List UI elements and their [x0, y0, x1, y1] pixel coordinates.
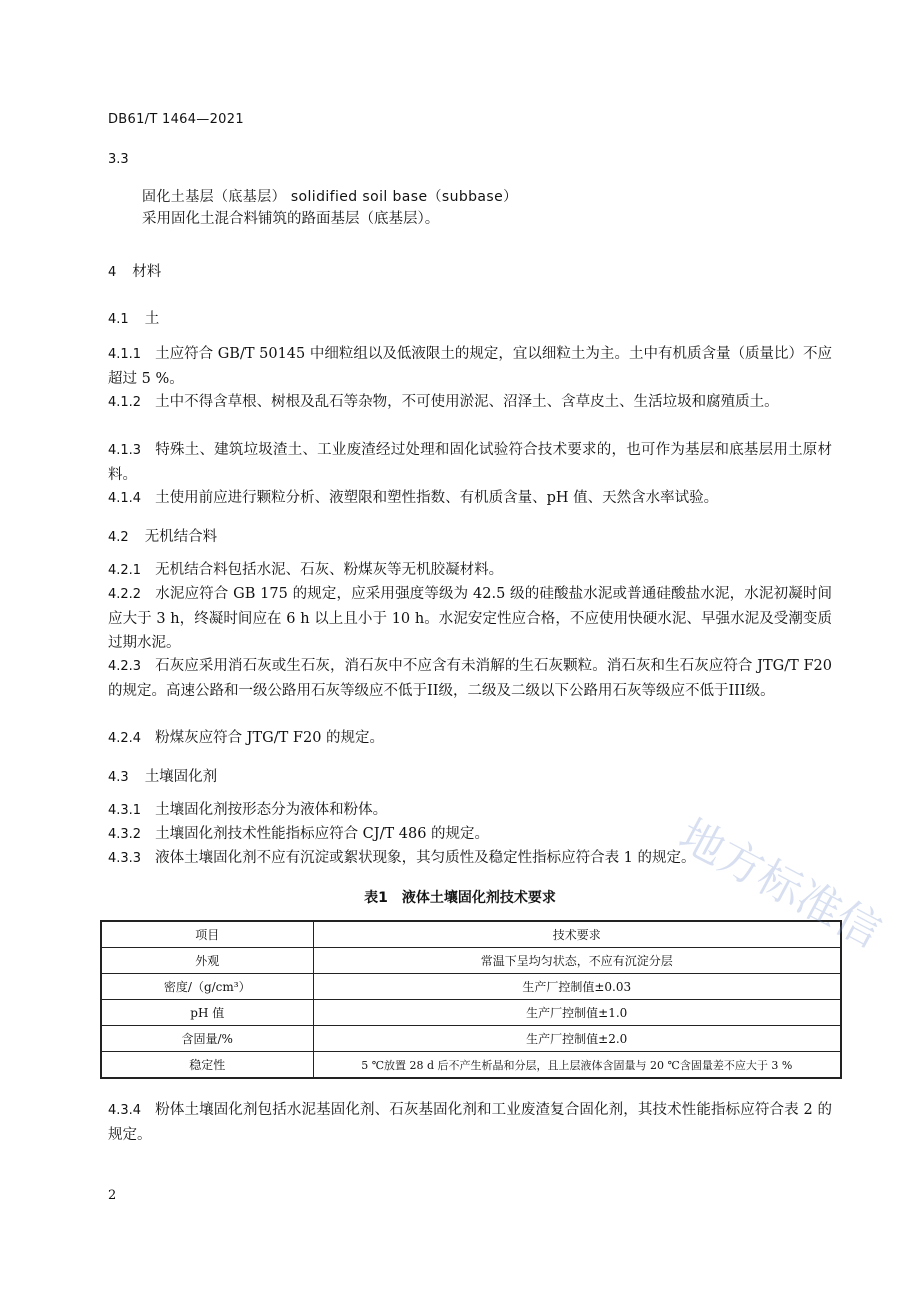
section-title: 无机结合料 [144, 529, 218, 545]
clause-4-1-1 [108, 342, 832, 391]
table-cell: 密度/（g/cm³） [101, 974, 313, 1000]
clause-number: 4.1.3 [108, 443, 142, 458]
clause-text: 粉体土壤固化剂包括水泥基固化剂、石灰基固化剂和工业废渣复合固化剂，其技术性能指标应符合表 2 的规定。 [108, 1102, 832, 1143]
term-definition: 采用固化土混合料铺筑的路面基层（底基层）。 [142, 211, 440, 227]
table-caption: 表1 液体土壤固化剂技术要求 [364, 890, 556, 906]
table-cell: 含固量/% [101, 1026, 313, 1052]
section-heading-4-1 [108, 307, 159, 328]
clause-number: 4.1.2 [108, 395, 142, 410]
clause-4-2-2 [108, 582, 832, 655]
clause-text: 土中不得含草根、树根及乱石等杂物，不可使用淤泥、沼泽土、含草皮土、生活垃圾和腐殖质土。 [155, 394, 779, 410]
clause-text: 土应符合 GB/T 50145 中细粒组以及低液限土的规定，宜以细粒土为主。土中有机质含量（质量比）不应超过 5 %。 [108, 346, 832, 387]
table-cell: 外观 [101, 948, 313, 974]
section-number: 4.1 [108, 312, 129, 327]
table-header-cell: 技术要求 [313, 921, 841, 948]
section-number: 4.3 [108, 770, 129, 785]
table-row [101, 1052, 841, 1079]
clause-number: 4.2.4 [108, 731, 142, 746]
clause-4-1-2 [108, 390, 832, 415]
page-number: 2 [108, 1188, 117, 1203]
section-heading-4 [108, 260, 161, 281]
clause-4-2-3 [108, 654, 832, 703]
table-header-row [101, 921, 841, 948]
clause-4-2-4 [108, 726, 832, 751]
clause-number: 4.1.1 [108, 347, 142, 362]
clause-number: 4.2.2 [108, 587, 142, 602]
section-heading-4-2 [108, 525, 217, 546]
watermark: 地方标准信 [670, 809, 890, 959]
section-number: 4.2 [108, 530, 129, 545]
clause-text: 土壤固化剂按形态分为液体和粉体。 [155, 802, 388, 818]
table-cell: 生产厂控制值±2.0 [313, 1026, 841, 1052]
clause-text: 粉煤灰应符合 JTG/T F20 的规定。 [155, 730, 385, 746]
clause-4-1-3 [108, 438, 832, 487]
table-cell: 5 ℃放置 28 d 后不产生析晶和分层，且上层液体含固量与 20 ℃含固量差不应大于 3 % [313, 1052, 841, 1079]
table-cell: 稳定性 [101, 1052, 313, 1079]
section-number: 4 [108, 265, 117, 280]
section-title: 土壤固化剂 [144, 769, 218, 785]
clause-number: 4.2.1 [108, 563, 142, 578]
section-title: 土 [144, 311, 160, 327]
table-header-cell: 项目 [101, 921, 313, 948]
term-number: 3.3 [108, 152, 129, 167]
clause-number: 4.2.3 [108, 659, 142, 674]
clause-4-1-4 [108, 486, 832, 511]
clause-text: 特殊土、建筑垃圾渣土、工业废渣经过处理和固化试验符合技术要求的，也可作为基层和底基层用土原材料。 [108, 442, 832, 483]
technical-requirements-table [100, 920, 842, 1079]
clause-text: 无机结合料包括水泥、石灰、粉煤灰等无机胶凝材料。 [155, 562, 504, 578]
table-cell: 生产厂控制值±1.0 [313, 1000, 841, 1026]
clause-number: 4.3.3 [108, 851, 142, 866]
table-row [101, 1000, 841, 1026]
clause-number: 4.3.4 [108, 1103, 142, 1118]
clause-number: 4.1.4 [108, 491, 142, 506]
table-cell: 常温下呈均匀状态，不应有沉淀分层 [313, 948, 841, 974]
clause-text: 水泥应符合 GB 175 的规定，应采用强度等级为 42.5 级的硅酸盐水泥或普通硅酸盐水泥，水泥初凝时间应大于 3 h，终凝时间应在 6 h 以上且小于 10 h。水泥安定性应合格，不应使用快硬水泥、早强水泥及受潮变质过期水泥。 [108, 586, 832, 651]
clause-text: 液体土壤固化剂不应有沉淀或絮状现象，其匀质性及稳定性指标应符合表 1 的规定。 [155, 850, 696, 866]
clause-number: 4.3.2 [108, 827, 142, 842]
section-heading-4-3 [108, 765, 217, 786]
clause-text: 土壤固化剂技术性能指标应符合 CJ/T 486 的规定。 [155, 826, 490, 842]
section-title: 材料 [132, 264, 162, 280]
clause-number: 4.3.1 [108, 803, 142, 818]
term-title: 固化土基层（底基层） solidified soil base（subbase） [142, 189, 518, 205]
table-cell: 生产厂控制值±0.03 [313, 974, 841, 1000]
document-code: DB61/T 1464—2021 [108, 112, 244, 127]
table-row [101, 1026, 841, 1052]
clause-4-3-4 [108, 1098, 832, 1147]
clause-4-2-1 [108, 558, 832, 583]
clause-text: 土使用前应进行颗粒分析、液塑限和塑性指数、有机质含量、pH 值、天然含水率试验。 [155, 490, 719, 506]
table-row [101, 974, 841, 1000]
clause-text: 石灰应采用消石灰或生石灰，消石灰中不应含有未消解的生石灰颗粒。消石灰和生石灰应符合 JTG/T F20 的规定。高速公路和一级公路用石灰等级应不低于II级，二级及二级以下公路用石灰等级应不低于III级。 [108, 658, 832, 699]
table-row [101, 948, 841, 974]
table-cell: pH 值 [101, 1000, 313, 1026]
